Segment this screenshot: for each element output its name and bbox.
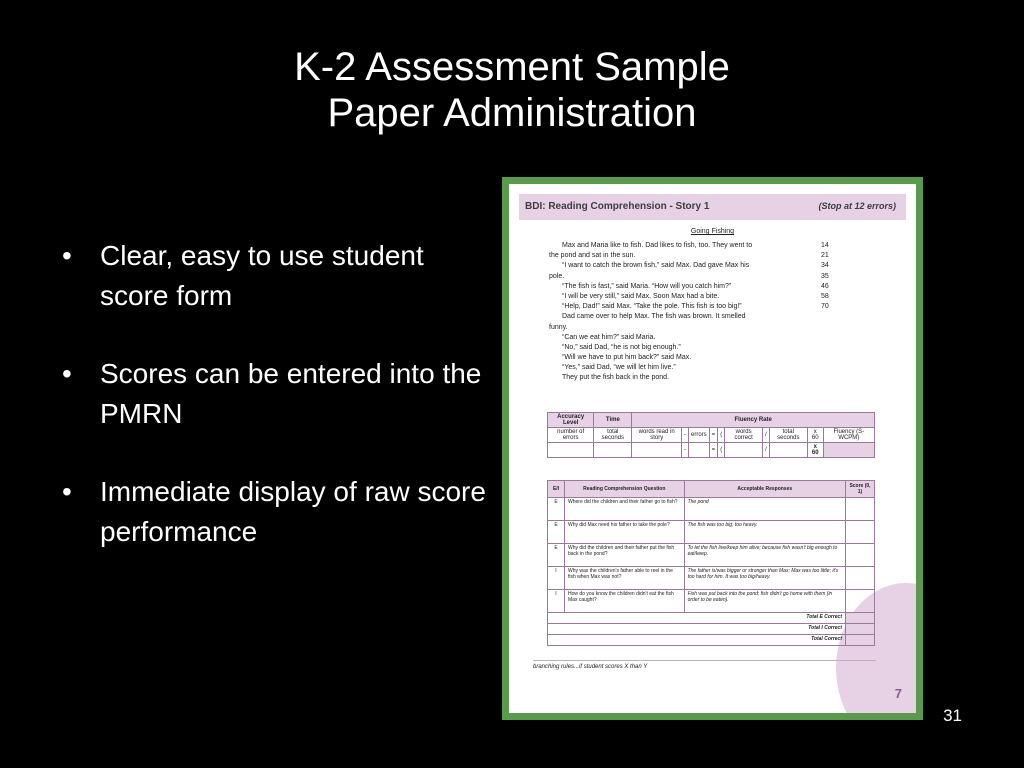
- fluency-entry-errors2: [689, 443, 710, 458]
- story-line-text: Dad came over to help Max. The fish was brown. It smelled: [562, 313, 746, 321]
- fluency-entry-correct: [725, 443, 763, 458]
- fluency-slash: /: [763, 443, 770, 458]
- fluency-entry-score: [823, 443, 874, 458]
- story-title: Going Fishing: [690, 228, 735, 235]
- table-row: [548, 544, 875, 567]
- fluency-equals: =: [709, 428, 718, 443]
- total-e-cell: [846, 613, 875, 624]
- story-word-count: 58: [821, 292, 829, 300]
- fluency-x60: x 60: [807, 428, 823, 443]
- fluency-col-errors2: errors: [689, 428, 710, 443]
- story-line-text: “I will be very still,” said Max. Soon Max had a bite.: [562, 292, 720, 300]
- question-score-cell: [846, 521, 875, 544]
- bullet-text: Scores can be entered into the PMRN: [100, 358, 482, 429]
- story-line-text: Max and Maria like to fish. Dad likes to fish, too. They went to: [562, 242, 753, 249]
- slide-number: 31: [943, 706, 962, 725]
- table-row: [548, 498, 875, 521]
- question-text: Why did the children and their father put the fish back in the pond?: [565, 544, 685, 567]
- question-score-cell: [846, 544, 875, 567]
- story-line-text: They put the fish back in the pond.: [562, 374, 670, 382]
- story-line-text: “Help, Dad!” said Max. “Take the pole. This fish is too big!”: [562, 303, 742, 311]
- total-row: [548, 613, 875, 624]
- question-level: I: [548, 590, 565, 613]
- fluency-open-paren: (: [718, 428, 725, 443]
- fluency-equals: =: [709, 443, 718, 458]
- story-word-count: 21: [821, 252, 829, 260]
- bullet-text: Immediate display of raw score performance: [100, 476, 486, 547]
- question-response: The pond: [684, 498, 845, 521]
- fluency-col-seconds: total seconds: [594, 428, 632, 443]
- story-line: [549, 353, 839, 363]
- fluency-entry-seconds: [594, 443, 632, 458]
- question-score-cell: [846, 498, 875, 521]
- story-word-count: 35: [821, 272, 829, 280]
- question-level: E: [548, 498, 565, 521]
- total-i-label: Total I Correct: [548, 624, 846, 635]
- total-correct-label: Total Correct: [548, 635, 846, 646]
- fluency-col-correct: words correct: [725, 428, 763, 443]
- fluency-header-rate: Fluency Rate: [632, 413, 875, 428]
- divider: [533, 660, 876, 661]
- story-line: [549, 323, 839, 333]
- form-header-title: BDI: Reading Comprehension - Story 1: [525, 201, 710, 212]
- comprehension-table: [547, 480, 875, 646]
- fluency-col-total-seconds: total seconds: [769, 428, 807, 443]
- question-level: I: [548, 567, 565, 590]
- question-response: To let the fish live/keep him alive; because fish wasn't big enough to eat/keep.: [684, 544, 845, 567]
- story-line: [549, 272, 839, 282]
- score-form-sheet: [509, 184, 916, 713]
- total-row: [548, 635, 875, 646]
- story-word-count: 14: [821, 242, 829, 249]
- story-line-text: “Will we have to put him back?” said Max.: [562, 354, 692, 362]
- story-line: [549, 292, 839, 302]
- question-response: The father is/was bigger or stronger than Max; Max was too little; it's too hard for him. It was too big/heavy.: [684, 567, 845, 590]
- form-header-stop-rule: (Stop at 12 errors): [818, 201, 896, 211]
- fluency-open-paren: (: [718, 443, 725, 458]
- story-word-count: 70: [821, 303, 829, 311]
- question-text: Where did the children and their father go to fish?: [565, 498, 685, 521]
- form-header: [519, 194, 906, 220]
- story-line-text: “I want to catch the brown fish,” said Max. Dad gave Max his: [562, 262, 750, 270]
- fluency-minus: -: [682, 443, 689, 458]
- story-line: [549, 363, 839, 373]
- story-line-text: the pond and sat in the sun.: [549, 252, 636, 260]
- fluency-header-time: Time: [594, 413, 632, 428]
- question-text: Why was the children's father able to reel in the fish when Max was not?: [565, 567, 685, 590]
- fluency-entry-words: [632, 443, 682, 458]
- total-e-label: Total E Correct: [548, 613, 846, 624]
- col-header-score: Score (0, 1): [846, 481, 875, 498]
- fluency-header-accuracy: Accuracy Level: [548, 413, 594, 428]
- fluency-slash: /: [763, 428, 770, 443]
- question-level: E: [548, 544, 565, 567]
- table-row: [548, 521, 875, 544]
- story-text: [549, 241, 839, 384]
- story-line-text: “No,” said Dad, “he is not big enough.”: [562, 343, 681, 351]
- branching-rules: branching rules...if student scores X than Y: [533, 664, 648, 670]
- fluency-col-words: words read in story: [632, 428, 682, 443]
- bullet-icon: •: [62, 240, 72, 271]
- question-text: Why did Max need his father to take the pole?: [565, 521, 685, 544]
- question-score-cell: [846, 590, 875, 613]
- bullet-item: [62, 472, 492, 552]
- bullet-icon: •: [62, 358, 72, 389]
- question-response: The fish was too big; too heavy.: [684, 521, 845, 544]
- story-line: [549, 312, 839, 322]
- table-row: [548, 590, 875, 613]
- story-word-count: 46: [821, 282, 829, 290]
- fluency-entry-errors: [548, 443, 594, 458]
- total-i-cell: [846, 624, 875, 635]
- bullet-list: [62, 236, 492, 590]
- slide-title-line-2: Paper Administration: [327, 91, 697, 135]
- story-line: [549, 241, 839, 251]
- story-line: [549, 343, 839, 353]
- form-page-number: 7: [894, 686, 902, 701]
- bullet-icon: •: [62, 476, 72, 507]
- question-score-cell: [846, 567, 875, 590]
- fluency-minus: -: [682, 428, 689, 443]
- story-line-text: pole.: [549, 272, 565, 280]
- question-response: Fish was put back into the pond; fish didn't go home with them (in order to be eaten).: [684, 590, 845, 613]
- story-line: [549, 302, 839, 312]
- fluency-x60: x 60: [807, 443, 823, 458]
- story-line-text: “Can we eat him?” said Maria.: [562, 333, 656, 341]
- question-text: How do you know the children didn't eat the fish Max caught?: [565, 590, 685, 613]
- story-line-text: “Yes,” said Dad, “we will let him live.”: [562, 364, 676, 372]
- fluency-entry-total-seconds: [769, 443, 807, 458]
- fluency-col-score: Fluency (S-WCPM): [823, 428, 874, 443]
- slide-title-line-1: K-2 Assessment Sample: [294, 45, 730, 89]
- fluency-col-errors: number of errors: [548, 428, 594, 443]
- total-correct-cell: [846, 635, 875, 646]
- story-line: [549, 333, 839, 343]
- form-image-frame: [502, 177, 923, 720]
- story-line: [549, 251, 839, 261]
- story-line-text: “The fish is fast,” said Maria. “How will you catch him?”: [562, 282, 732, 290]
- story-line: [549, 282, 839, 292]
- slide-title: [0, 44, 1024, 136]
- bullet-item: [62, 236, 492, 316]
- story-line: [549, 261, 839, 271]
- col-header-question: Reading Comprehension Question: [565, 481, 685, 498]
- bullet-text: Clear, easy to use student score form: [100, 240, 424, 311]
- col-header-responses: Acceptable Responses: [684, 481, 845, 498]
- story-line-text: funny.: [549, 323, 568, 331]
- total-row: [548, 624, 875, 635]
- bullet-item: [62, 354, 492, 434]
- question-level: E: [548, 521, 565, 544]
- table-row: [548, 567, 875, 590]
- story-line: [549, 373, 839, 383]
- col-header-ei: E/I: [548, 481, 565, 498]
- fluency-table: [547, 412, 875, 458]
- story-word-count: 34: [821, 262, 829, 270]
